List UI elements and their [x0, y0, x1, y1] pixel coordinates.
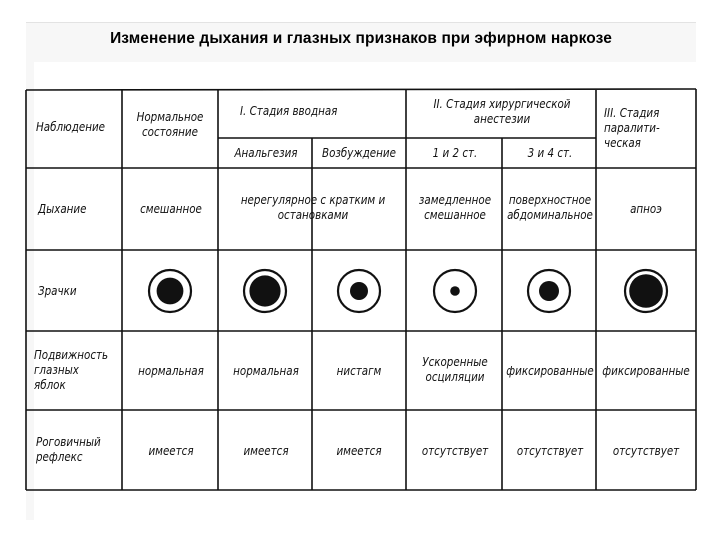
- mobility-stage3: фиксированные: [602, 363, 690, 378]
- pupil-icon: [350, 282, 368, 300]
- slide-title: Изменение дыхания и глазных признаков при эфирном наркозе: [26, 22, 696, 56]
- stage2-sub-34: 3 и 4 ст.: [527, 145, 573, 160]
- breathing-normal: смешанное: [140, 201, 202, 216]
- stage1-sub-excitation: Возбуждение: [322, 145, 396, 160]
- corner-label: Наблюдение: [36, 119, 106, 134]
- row-label-mobility: Подвижность глазных яблок: [34, 347, 109, 392]
- mobility-stage2-34: фиксированные: [506, 363, 594, 378]
- breathing-stage1: нерегулярное с кратким и остановками: [240, 193, 386, 222]
- reflex-analgesia: имеется: [243, 443, 289, 458]
- mobility-excitation: нистагм: [336, 363, 382, 378]
- row-label-reflex: Роговичный рефлекс: [36, 435, 101, 464]
- mobility-stage2-12: Ускоренные осциляции: [422, 355, 488, 384]
- row-label-breathing: Дыхание: [38, 201, 87, 216]
- breathing-stage2-34: поверхностное абдоминальное: [507, 193, 593, 222]
- normal-state-header: Нормальное состояние: [136, 110, 204, 139]
- reflex-stage2-34: отсутствует: [516, 443, 584, 458]
- mobility-normal: нормальная: [138, 363, 204, 378]
- pupil-icon: [249, 275, 280, 306]
- stage1-sub-analgesia: Анальгезия: [234, 145, 298, 160]
- pupil-icon: [539, 281, 559, 301]
- pupil-icon: [629, 274, 663, 308]
- stage2-header: II. Стадия хирургической анестезии: [433, 97, 571, 126]
- row-label-pupils: Зрачки: [38, 283, 77, 298]
- reflex-stage3: отсутствует: [612, 443, 680, 458]
- stage2-sub-12: 1 и 2 ст.: [432, 145, 478, 160]
- pupil-icon: [157, 278, 184, 305]
- mobility-analgesia: нормальная: [233, 363, 299, 378]
- grid-line-top: [26, 89, 696, 90]
- reflex-normal: имеется: [148, 443, 194, 458]
- reflex-stage2-12: отсутствует: [421, 443, 489, 458]
- reflex-excitation: имеется: [336, 443, 382, 458]
- breathing-stage3: апноэ: [630, 201, 662, 216]
- stage1-header: I. Стадия вводная: [240, 103, 338, 118]
- breathing-stage2-12: замедленное смешанное: [418, 193, 492, 222]
- stage3-header: III. Стадия паралити- ческая: [604, 105, 660, 150]
- pupil-icon: [450, 286, 460, 296]
